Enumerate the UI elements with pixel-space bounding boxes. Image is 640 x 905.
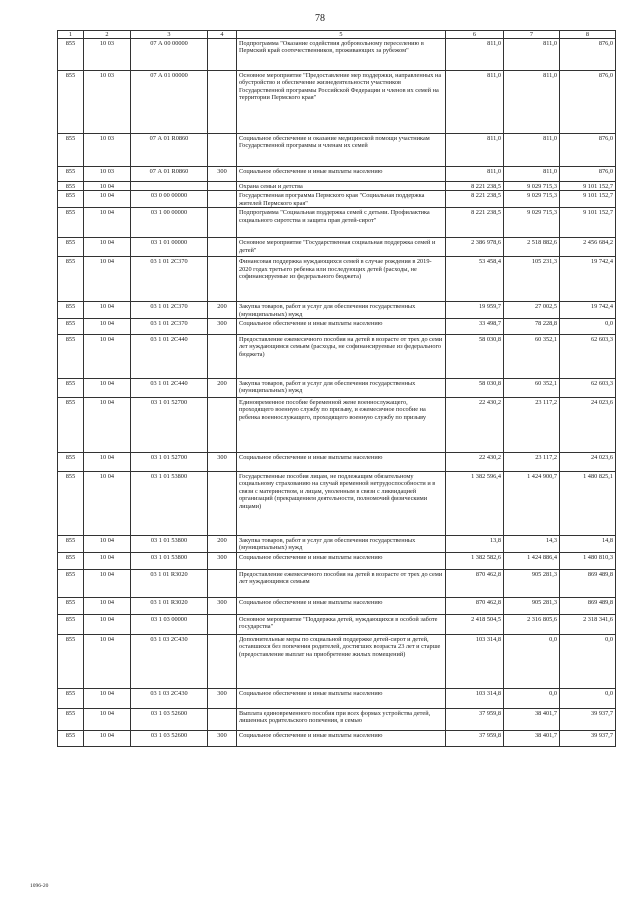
cell-amount-2020: 2 518 882,6 (504, 238, 560, 257)
cell-target-code: 03 1 03 52600 (131, 709, 208, 731)
cell-amount-2021: 39 937,7 (560, 731, 616, 747)
cell-section-code: 10 03 (84, 39, 131, 71)
cell-ministry-code: 855 (58, 689, 84, 709)
cell-target-code: 03 1 01 52700 (131, 398, 208, 453)
cell-amount-2020: 9 029 715,3 (504, 208, 560, 238)
cell-ministry-code: 855 (58, 379, 84, 398)
cell-ministry-code: 855 (58, 598, 84, 615)
cell-description: Социальное обеспечение и иные выплаты населению (237, 731, 446, 747)
cell-amount-2020: 105 231,3 (504, 257, 560, 302)
cell-target-code (131, 182, 208, 191)
cell-amount-2021: 62 603,3 (560, 379, 616, 398)
cell-target-code: 07 А 00 00000 (131, 39, 208, 71)
cell-amount-2021: 39 937,7 (560, 709, 616, 731)
table-row (58, 71, 616, 134)
table-row (58, 453, 616, 472)
cell-expense-type (208, 191, 237, 208)
cell-target-code: 03 0 00 00000 (131, 191, 208, 208)
cell-amount-2019: 8 221 238,5 (446, 191, 504, 208)
cell-target-code: 07 А 01 R0860 (131, 167, 208, 182)
cell-amount-2021: 876,0 (560, 167, 616, 182)
cell-target-code: 03 1 01 R3020 (131, 598, 208, 615)
cell-ministry-code: 855 (58, 335, 84, 379)
cell-amount-2019: 19 959,7 (446, 302, 504, 319)
cell-amount-2021: 2 318 341,6 (560, 615, 616, 635)
cell-description: Социальное обеспечение и иные выплаты населению (237, 319, 446, 335)
column-header: 1 (58, 31, 84, 39)
column-header: 8 (560, 31, 616, 39)
cell-target-code: 03 1 01 2С440 (131, 335, 208, 379)
cell-expense-type (208, 709, 237, 731)
cell-amount-2019: 53 458,4 (446, 257, 504, 302)
table-row (58, 182, 616, 191)
cell-amount-2019: 811,0 (446, 167, 504, 182)
cell-target-code: 07 А 01 R0860 (131, 134, 208, 167)
cell-amount-2019: 13,8 (446, 536, 504, 553)
cell-ministry-code: 855 (58, 182, 84, 191)
cell-target-code: 03 1 01 2С370 (131, 302, 208, 319)
cell-target-code: 03 1 01 2С370 (131, 257, 208, 302)
cell-amount-2019: 1 382 596,4 (446, 472, 504, 536)
cell-amount-2020: 1 424 886,4 (504, 553, 560, 570)
cell-section-code: 10 04 (84, 257, 131, 302)
cell-amount-2019: 870 462,8 (446, 598, 504, 615)
cell-description: Подпрограмма "Оказание содействия добровольному переселению в Пермский край соотечественников, проживающих за рубежом" (237, 39, 446, 71)
cell-amount-2019: 1 382 582,6 (446, 553, 504, 570)
cell-amount-2020: 2 316 805,6 (504, 615, 560, 635)
cell-amount-2020: 811,0 (504, 134, 560, 167)
cell-amount-2019: 2 418 504,5 (446, 615, 504, 635)
cell-ministry-code: 855 (58, 71, 84, 134)
footer-code: 1096-20 (30, 883, 49, 889)
cell-amount-2019: 37 959,8 (446, 731, 504, 747)
cell-amount-2021: 9 101 152,7 (560, 191, 616, 208)
cell-amount-2020: 78 228,8 (504, 319, 560, 335)
cell-expense-type: 300 (208, 598, 237, 615)
cell-description: Подпрограмма "Социальная поддержка семей с детьми. Профилактика социального сиротства и защита прав детей-сирот" (237, 208, 446, 238)
cell-ministry-code: 855 (58, 208, 84, 238)
table-row (58, 238, 616, 257)
cell-amount-2019: 22 430,2 (446, 453, 504, 472)
cell-target-code: 03 1 03 00000 (131, 615, 208, 635)
cell-section-code: 10 04 (84, 536, 131, 553)
cell-target-code: 03 1 00 00000 (131, 208, 208, 238)
column-header: 6 (446, 31, 504, 39)
table-row (58, 553, 616, 570)
column-header: 3 (131, 31, 208, 39)
cell-amount-2019: 58 030,8 (446, 379, 504, 398)
cell-amount-2021: 869 489,8 (560, 598, 616, 615)
cell-description: Закупка товаров, работ и услуг для обеспечения государственных (муниципальных) нужд (237, 302, 446, 319)
cell-expense-type (208, 71, 237, 134)
cell-expense-type: 200 (208, 536, 237, 553)
table-row (58, 167, 616, 182)
cell-section-code: 10 04 (84, 319, 131, 335)
table-row (58, 379, 616, 398)
cell-section-code: 10 04 (84, 553, 131, 570)
cell-expense-type (208, 257, 237, 302)
cell-amount-2019: 8 221 238,5 (446, 208, 504, 238)
cell-amount-2020: 14,3 (504, 536, 560, 553)
cell-expense-type (208, 635, 237, 689)
cell-target-code: 03 1 01 00000 (131, 238, 208, 257)
cell-ministry-code: 855 (58, 472, 84, 536)
cell-amount-2020: 60 352,1 (504, 379, 560, 398)
cell-section-code: 10 04 (84, 570, 131, 598)
cell-amount-2019: 103 314,8 (446, 689, 504, 709)
cell-section-code: 10 04 (84, 238, 131, 257)
cell-ministry-code: 855 (58, 709, 84, 731)
table-row (58, 335, 616, 379)
table-row (58, 570, 616, 598)
cell-ministry-code: 855 (58, 134, 84, 167)
cell-description: Социальное обеспечение и иные выплаты населению (237, 453, 446, 472)
cell-description: Закупка товаров, работ и услуг для обеспечения государственных (муниципальных) нужд (237, 379, 446, 398)
table-row (58, 302, 616, 319)
cell-expense-type (208, 615, 237, 635)
cell-expense-type: 300 (208, 167, 237, 182)
cell-amount-2021: 24 023,6 (560, 398, 616, 453)
table-row (58, 709, 616, 731)
cell-ministry-code: 855 (58, 39, 84, 71)
cell-amount-2020: 0,0 (504, 689, 560, 709)
cell-expense-type (208, 182, 237, 191)
cell-expense-type: 300 (208, 731, 237, 747)
cell-description: Социальное обеспечение и иные выплаты населению (237, 167, 446, 182)
budget-table (57, 30, 616, 747)
table-row (58, 536, 616, 553)
cell-amount-2019: 8 221 238,5 (446, 182, 504, 191)
cell-amount-2019: 22 430,2 (446, 398, 504, 453)
cell-section-code: 10 03 (84, 167, 131, 182)
cell-amount-2020: 9 029 715,3 (504, 182, 560, 191)
cell-target-code: 03 1 01 R3020 (131, 570, 208, 598)
cell-amount-2020: 38 401,7 (504, 731, 560, 747)
cell-section-code: 10 04 (84, 635, 131, 689)
table-row (58, 208, 616, 238)
cell-amount-2021: 1 480 810,3 (560, 553, 616, 570)
cell-description: Предоставление ежемесячного пособия на детей в возрасте от трех до семи лет нуждающимся семьям (расходы, не софинансируемые из федерального бюджета) (237, 335, 446, 379)
cell-amount-2020: 811,0 (504, 39, 560, 71)
table-row (58, 398, 616, 453)
cell-amount-2020: 27 002,5 (504, 302, 560, 319)
cell-section-code: 10 04 (84, 379, 131, 398)
table-row (58, 598, 616, 615)
cell-ministry-code: 855 (58, 191, 84, 208)
cell-ministry-code: 855 (58, 615, 84, 635)
cell-expense-type: 200 (208, 302, 237, 319)
cell-section-code: 10 04 (84, 453, 131, 472)
cell-amount-2021: 24 023,6 (560, 453, 616, 472)
cell-expense-type (208, 134, 237, 167)
cell-description: Социальное обеспечение и иные выплаты населению (237, 598, 446, 615)
cell-description: Предоставление ежемесячного пособия на детей в возрасте от трех до семи лет нуждающимся семьям (237, 570, 446, 598)
cell-expense-type (208, 335, 237, 379)
cell-amount-2020: 905 281,3 (504, 598, 560, 615)
cell-amount-2021: 19 742,4 (560, 257, 616, 302)
cell-expense-type (208, 570, 237, 598)
table-row (58, 615, 616, 635)
table-row (58, 257, 616, 302)
cell-ministry-code: 855 (58, 319, 84, 335)
cell-expense-type: 200 (208, 379, 237, 398)
cell-amount-2019: 811,0 (446, 39, 504, 71)
cell-ministry-code: 855 (58, 398, 84, 453)
table-row (58, 134, 616, 167)
cell-target-code: 03 1 03 2С430 (131, 635, 208, 689)
cell-section-code: 10 04 (84, 398, 131, 453)
cell-amount-2020: 811,0 (504, 167, 560, 182)
table-row (58, 39, 616, 71)
cell-expense-type: 300 (208, 319, 237, 335)
cell-ministry-code: 855 (58, 238, 84, 257)
cell-amount-2020: 811,0 (504, 71, 560, 134)
cell-ministry-code: 855 (58, 731, 84, 747)
cell-section-code: 10 04 (84, 302, 131, 319)
cell-amount-2021: 19 742,4 (560, 302, 616, 319)
cell-description: Дополнительные меры по социальной поддержке детей-сирот и детей, оставшихся без попечения родителей, достигших возраста 23 лет и старше (предоставление выплат на приобретение жилых помещений) (237, 635, 446, 689)
cell-ministry-code: 855 (58, 635, 84, 689)
cell-target-code: 03 1 01 53800 (131, 536, 208, 553)
cell-amount-2019: 870 462,8 (446, 570, 504, 598)
cell-description: Основное мероприятие "Поддержка детей, нуждающихся в особой заботе государства" (237, 615, 446, 635)
cell-description: Охрана семьи и детства (237, 182, 446, 191)
cell-amount-2019: 33 498,7 (446, 319, 504, 335)
cell-ministry-code: 855 (58, 536, 84, 553)
cell-amount-2019: 37 959,8 (446, 709, 504, 731)
cell-section-code: 10 04 (84, 208, 131, 238)
cell-target-code: 03 1 01 52700 (131, 453, 208, 472)
cell-section-code: 10 04 (84, 598, 131, 615)
cell-description: Государственная программа Пермского края "Социальная поддержка жителей Пермского края" (237, 191, 446, 208)
cell-section-code: 10 04 (84, 335, 131, 379)
cell-target-code: 03 1 01 2С370 (131, 319, 208, 335)
cell-amount-2021: 62 603,3 (560, 335, 616, 379)
table-row (58, 731, 616, 747)
cell-ministry-code: 855 (58, 167, 84, 182)
cell-description: Социальное обеспечение и оказание медицинской помощи участникам Государственной программы и членам их семей (237, 134, 446, 167)
column-header: 4 (208, 31, 237, 39)
cell-amount-2021: 9 101 152,7 (560, 208, 616, 238)
cell-amount-2021: 0,0 (560, 635, 616, 689)
cell-target-code: 03 1 01 53800 (131, 472, 208, 536)
cell-amount-2021: 869 489,8 (560, 570, 616, 598)
cell-description: Финансовая поддержка нуждающихся семей в случае рождения в 2019-2020 годах третьего ребенка или последующих детей (расходы, не софинансируемые из федерального бюджета) (237, 257, 446, 302)
table-header-row (58, 31, 616, 39)
table-row (58, 635, 616, 689)
cell-description: Закупка товаров, работ и услуг для обеспечения государственных (муниципальных) нужд (237, 536, 446, 553)
table-row (58, 689, 616, 709)
cell-amount-2019: 811,0 (446, 71, 504, 134)
cell-target-code: 03 1 01 2С440 (131, 379, 208, 398)
cell-description: Государственные пособия лицам, не подлежащим обязательному социальному страхованию на случай временной нетрудоспособности и в связи с материнством, и лицам, уволенным в связи с ликвидацией организаций (прекращением деятельности, полномочий физическими лицами) (237, 472, 446, 536)
cell-amount-2020: 1 424 900,7 (504, 472, 560, 536)
column-header: 5 (237, 31, 446, 39)
cell-section-code: 10 04 (84, 731, 131, 747)
cell-description: Социальное обеспечение и иные выплаты населению (237, 553, 446, 570)
cell-amount-2021: 0,0 (560, 319, 616, 335)
cell-target-code: 03 1 01 53800 (131, 553, 208, 570)
cell-amount-2021: 0,0 (560, 689, 616, 709)
cell-section-code: 10 04 (84, 182, 131, 191)
cell-amount-2020: 60 352,1 (504, 335, 560, 379)
cell-amount-2020: 38 401,7 (504, 709, 560, 731)
cell-ministry-code: 855 (58, 257, 84, 302)
cell-amount-2019: 811,0 (446, 134, 504, 167)
cell-amount-2020: 0,0 (504, 635, 560, 689)
cell-expense-type: 300 (208, 453, 237, 472)
table-row (58, 472, 616, 536)
cell-amount-2021: 876,0 (560, 39, 616, 71)
cell-ministry-code: 855 (58, 570, 84, 598)
cell-section-code: 10 03 (84, 134, 131, 167)
cell-target-code: 03 1 03 52600 (131, 731, 208, 747)
cell-amount-2021: 876,0 (560, 71, 616, 134)
cell-expense-type (208, 208, 237, 238)
cell-amount-2020: 9 029 715,3 (504, 191, 560, 208)
cell-amount-2020: 905 281,3 (504, 570, 560, 598)
cell-description: Социальное обеспечение и иные выплаты населению (237, 689, 446, 709)
cell-amount-2019: 58 030,8 (446, 335, 504, 379)
column-header: 2 (84, 31, 131, 39)
cell-amount-2021: 1 480 825,1 (560, 472, 616, 536)
table-row (58, 319, 616, 335)
cell-ministry-code: 855 (58, 453, 84, 472)
cell-expense-type (208, 238, 237, 257)
page-number: 78 (315, 13, 325, 24)
column-header: 7 (504, 31, 560, 39)
cell-description: Выплата единовременного пособия при всех формах устройства детей, лишенных родительского попечения, в семью (237, 709, 446, 731)
cell-section-code: 10 04 (84, 709, 131, 731)
cell-expense-type: 300 (208, 553, 237, 570)
cell-expense-type (208, 398, 237, 453)
cell-description: Основное мероприятие "Государственная социальная поддержка семей и детей" (237, 238, 446, 257)
cell-target-code: 07 А 01 00000 (131, 71, 208, 134)
cell-amount-2019: 103 314,8 (446, 635, 504, 689)
cell-section-code: 10 04 (84, 472, 131, 536)
cell-section-code: 10 03 (84, 71, 131, 134)
cell-section-code: 10 04 (84, 615, 131, 635)
table-row (58, 191, 616, 208)
cell-expense-type (208, 472, 237, 536)
cell-amount-2020: 23 117,2 (504, 398, 560, 453)
cell-expense-type: 300 (208, 689, 237, 709)
cell-description: Единовременное пособие беременной жене военнослужащего, проходящего военную службу по призыву, и ежемесячное пособие на ребенка военнослужащего, проходящего военную службу по призыву (237, 398, 446, 453)
cell-ministry-code: 855 (58, 302, 84, 319)
cell-description: Основное мероприятие "Предоставление мер поддержки, направленных на обустройство и обеспечение жизнедеятельности участников Государственной программы Российской Федерации и членов их семей на территории Пермского края" (237, 71, 446, 134)
cell-target-code: 03 1 03 2С430 (131, 689, 208, 709)
cell-amount-2020: 23 117,2 (504, 453, 560, 472)
cell-section-code: 10 04 (84, 191, 131, 208)
cell-amount-2021: 14,8 (560, 536, 616, 553)
cell-amount-2019: 2 386 978,6 (446, 238, 504, 257)
cell-ministry-code: 855 (58, 553, 84, 570)
cell-expense-type (208, 39, 237, 71)
cell-section-code: 10 04 (84, 689, 131, 709)
cell-amount-2021: 876,0 (560, 134, 616, 167)
cell-amount-2021: 2 456 684,2 (560, 238, 616, 257)
cell-amount-2021: 9 101 152,7 (560, 182, 616, 191)
